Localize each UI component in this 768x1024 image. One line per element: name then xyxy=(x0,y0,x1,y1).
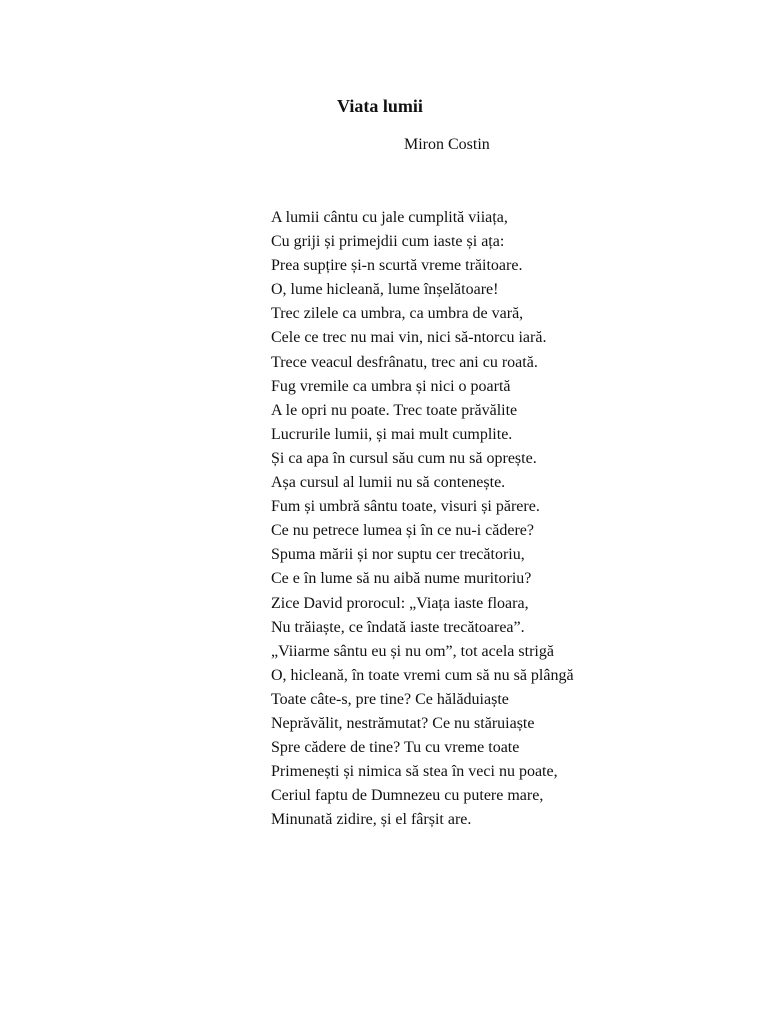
poem-line: Spuma mării și nor suptu cer trecătoriu, xyxy=(271,546,525,564)
poem-line: Minunată zidire, și el fârșit are. xyxy=(271,811,472,829)
poem-author: Miron Costin xyxy=(404,136,490,153)
poem-line: Ce nu petrece lumea și în ce nu-i cădere? xyxy=(271,522,534,540)
poem-line: Cele ce trec nu mai vin, nici să-ntorcu iară. xyxy=(271,329,547,347)
poem-line: Trece veacul desfrânatu, trec ani cu roată. xyxy=(271,353,538,371)
poem-line: Prea supțire și-n scurtă vreme trăitoare. xyxy=(271,257,523,275)
poem-line: Spre cădere de tine? Tu cu vreme toate xyxy=(271,739,520,757)
poem-line: Ce e în lume să nu aibă nume muritoriu? xyxy=(271,570,532,588)
poem-body xyxy=(271,206,574,832)
poem-line: Fum și umbră sântu toate, visuri și părere. xyxy=(271,498,540,516)
poem-line: A le opri nu poate. Trec toate prăvălite xyxy=(271,401,518,419)
poem-line: Lucrurile lumii, și mai mult cumplite. xyxy=(271,425,513,443)
poem-line: O, hicleană, în toate vremi cum să nu să plângă xyxy=(271,666,574,684)
poem-line: Neprăvălit, nestrămutat? Ce nu stăruiaște xyxy=(271,714,535,732)
poem-line: Toate câte-s, pre tine? Ce hălăduiaște xyxy=(271,690,509,708)
poem-line: Și ca apa în cursul său cum nu să oprește. xyxy=(271,449,537,467)
poem-line: Cu griji și primejdii cum iaste și ața: xyxy=(271,233,505,251)
poem-line: Ceriul faptu de Dumnezeu cu putere mare, xyxy=(271,787,544,805)
poem-line: Trec zilele ca umbra, ca umbra de vară, xyxy=(271,305,524,323)
poem-line: Nu trăiaște, ce îndată iaste trecătoarea”. xyxy=(271,618,525,636)
poem-line: Fug vremile ca umbra și nici o poartă xyxy=(271,377,511,395)
poem-line: Zice David prorocul: „Viața iaste floara, xyxy=(271,594,529,612)
poem-line: O, lume hicleană, lume înșelătoare! xyxy=(271,281,499,299)
poem-line: „Viiarme sântu eu și nu om”, tot acela strigă xyxy=(271,642,554,660)
poem-title: Viata lumii xyxy=(337,96,423,116)
poem-line: A lumii cântu cu jale cumplită viiața, xyxy=(271,209,508,226)
poem-line: Primenești și nimica să stea în veci nu poate, xyxy=(271,763,558,781)
poem-line: Așa cursul al lumii nu să contenește. xyxy=(271,474,506,492)
